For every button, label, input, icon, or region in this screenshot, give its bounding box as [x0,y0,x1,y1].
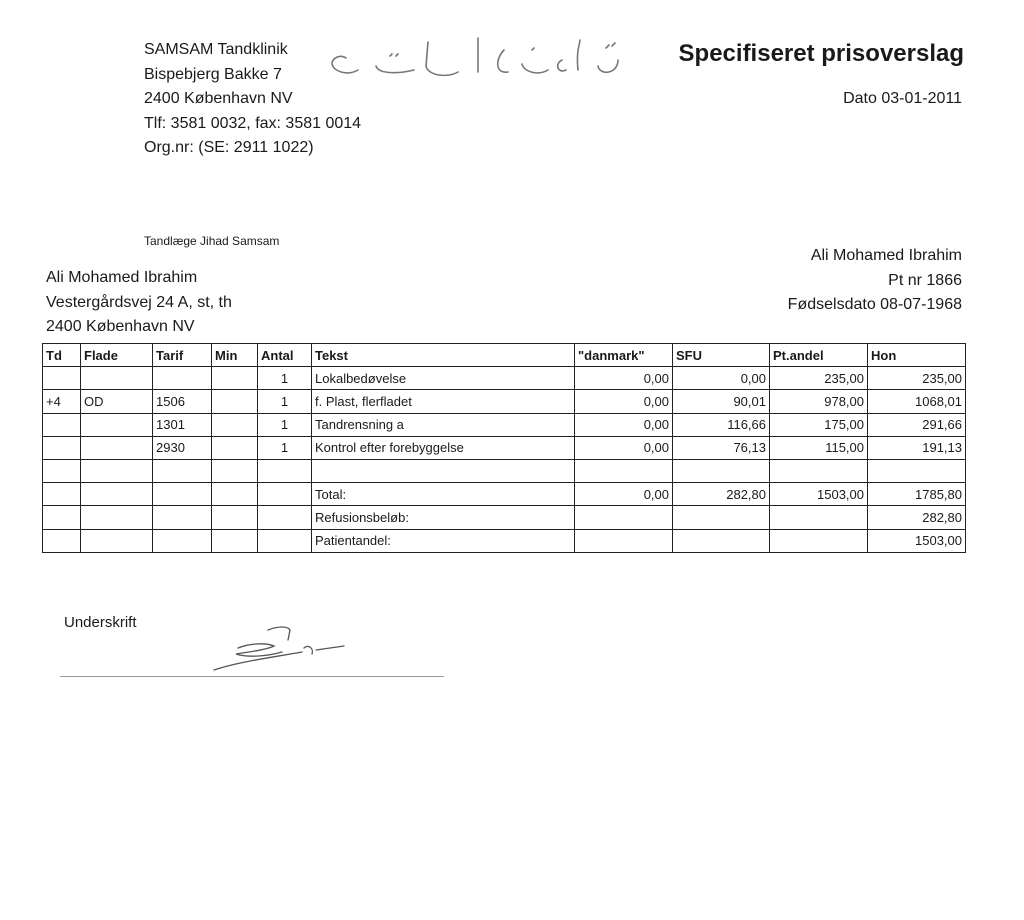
price-estimate-table [42,343,966,553]
signature-scribble [208,618,358,674]
clinic-phone: Tlf: 3581 0032, fax: 3581 0014 [144,114,362,132]
arabic-handwritten-title [318,30,638,90]
cell-antal: 1 [258,367,312,390]
table-row [43,436,966,459]
col-header-tekst: Tekst [312,344,575,367]
patient-number: Pt nr 1866 [888,271,962,289]
cell-hon: 1068,01 [868,390,966,413]
cell-tarif [153,506,212,529]
cell-td: +4 [43,390,81,413]
document-title: Specifiseret prisoverslag [678,40,964,67]
cell-min [212,483,258,506]
col-header-hon: Hon [868,344,966,367]
table-row-empty [43,459,966,482]
cell-tarif [153,459,212,482]
cell-tekst: f. Plast, flerfladet [312,390,575,413]
cell-danmark: 0,00 [575,367,673,390]
table-row [43,413,966,436]
cell-min [212,367,258,390]
cell-tarif: 2930 [153,436,212,459]
col-header-td: Td [43,344,81,367]
recipient-street: Vestergårdsvej 24 A, st, th [46,293,232,311]
cell-min [212,390,258,413]
cell-antal [258,459,312,482]
cell-sfu: 0,00 [673,367,770,390]
cell-sfu: 282,80 [673,483,770,506]
cell-hon: 1785,80 [868,483,966,506]
cell-sfu [673,459,770,482]
cell-tarif [153,367,212,390]
cell-danmark: 0,00 [575,390,673,413]
patient-birthdate: Fødselsdato 08-07-1968 [787,296,962,313]
table-row-patientandel [43,529,966,552]
cell-flade [81,367,153,390]
cell-hon: 282,80 [868,506,966,529]
clinic-street: Bispebjerg Bakke 7 [144,65,282,83]
cell-td [43,483,81,506]
cell-hon [868,459,966,482]
cell-antal [258,529,312,552]
patient-info [788,244,962,318]
col-header-sfu: SFU [673,344,770,367]
patient-name: Ali Mohamed Ibrahim [810,247,962,264]
cell-danmark [575,506,673,529]
cell-pt-andel: 175,00 [770,413,868,436]
cell-tarif: 1301 [153,413,212,436]
table-row [43,390,966,413]
col-header-danmark: "danmark" [575,344,673,367]
col-header-tarif: Tarif [153,344,212,367]
col-header-antal: Antal [258,344,312,367]
clinic-org-number: Org.nr: (SE: 2911 1022) [144,139,314,156]
cell-sfu: 90,01 [673,390,770,413]
signature-label: Underskrift [64,614,137,631]
cell-hon: 1503,00 [868,529,966,552]
recipient-city: 2400 København NV [46,318,195,335]
cell-tarif [153,483,212,506]
cell-danmark: 0,00 [575,483,673,506]
cell-tekst: Patientandel: [312,529,575,552]
recipient-name: Ali Mohamed Ibrahim [46,269,198,286]
cell-min [212,529,258,552]
cell-min [212,436,258,459]
cell-flade: OD [81,390,153,413]
clinic-city: 2400 København NV [144,90,293,107]
cell-min [212,413,258,436]
cell-flade [81,459,153,482]
cell-antal: 1 [258,436,312,459]
cell-flade [81,483,153,506]
cell-tekst: Lokalbedøvelse [312,367,575,390]
cell-danmark [575,459,673,482]
cell-tekst: Kontrol efter forebyggelse [312,436,575,459]
col-header-min: Min [212,344,258,367]
col-header-flade: Flade [81,344,153,367]
cell-hon: 235,00 [868,367,966,390]
cell-td [43,529,81,552]
cell-flade [81,413,153,436]
cell-pt-andel: 1503,00 [770,483,868,506]
cell-pt-andel [770,459,868,482]
cell-td [43,506,81,529]
dentist-name: Tandlæge Jihad Samsam [144,234,280,248]
cell-sfu [673,529,770,552]
cell-antal: 1 [258,390,312,413]
cell-sfu [673,506,770,529]
cell-pt-andel: 115,00 [770,436,868,459]
cell-sfu: 116,66 [673,413,770,436]
cell-td [43,436,81,459]
cell-hon: 191,13 [868,436,966,459]
table-row [43,367,966,390]
cell-td [43,413,81,436]
cell-tarif: 1506 [153,390,212,413]
cell-flade [81,506,153,529]
cell-pt-andel: 978,00 [770,390,868,413]
recipient-address [46,266,232,340]
cell-sfu: 76,13 [673,436,770,459]
cell-tekst: Tandrensning a [312,413,575,436]
cell-tekst: Total: [312,483,575,506]
clinic-name: SAMSAM Tandklinik [144,41,288,58]
table-header-row [43,344,966,367]
cell-antal: 1 [258,413,312,436]
cell-danmark: 0,00 [575,413,673,436]
cell-hon: 291,66 [868,413,966,436]
cell-td [43,459,81,482]
cell-tekst [312,459,575,482]
table-row-total [43,483,966,506]
cell-danmark: 0,00 [575,436,673,459]
cell-antal [258,483,312,506]
table-row-refusion [43,506,966,529]
col-header-pt-andel: Pt.andel [770,344,868,367]
cell-flade [81,436,153,459]
document-date: Dato 03-01-2011 [843,90,962,107]
cell-td [43,367,81,390]
cell-pt-andel: 235,00 [770,367,868,390]
cell-tarif [153,529,212,552]
cell-min [212,506,258,529]
cell-danmark [575,529,673,552]
cell-min [212,459,258,482]
cell-antal [258,506,312,529]
signature-line [60,676,444,677]
cell-tekst: Refusionsbeløb: [312,506,575,529]
cell-pt-andel [770,506,868,529]
cell-pt-andel [770,529,868,552]
cell-flade [81,529,153,552]
